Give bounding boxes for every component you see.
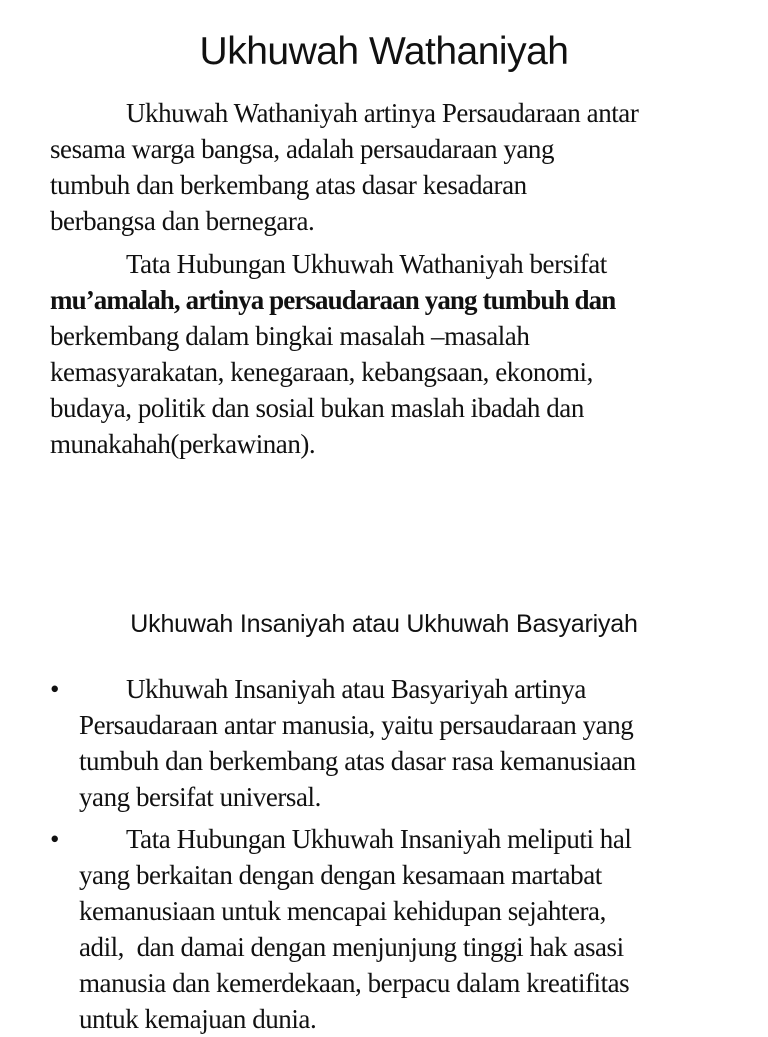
text-line-emphasis: mu’amalah, artinya persaudaraan yang tumbuh dan (50, 285, 616, 315)
text-line: budaya, politik dan sosial bukan maslah ibadah dan (50, 393, 584, 423)
text-line: sesama warga bangsa, adalah persaudaraan yang (50, 134, 555, 164)
text-line: adil, dan damai dengan menjunjung tinggi hak asasi (79, 932, 624, 962)
text-line: tumbuh dan berkembang atas dasar rasa kemanusiaan (79, 746, 636, 776)
paragraph-definition (50, 95, 740, 239)
slide-title: Ukhuwah Wathaniyah (199, 30, 569, 73)
text-line: Tata Hubungan Ukhuwah Insaniyah meliputi hal (126, 824, 632, 854)
text-line: Ukhuwah Wathaniyah artinya Persaudaraan antar (126, 98, 639, 128)
text-line: Tata Hubungan Ukhuwah Wathaniyah bersifat (126, 249, 607, 279)
text-line: manusia dan kemerdekaan, berpacu dalam kreatifitas (79, 968, 630, 998)
text-line: berkembang dalam bingkai masalah –masalah (50, 321, 530, 351)
text-line: Ukhuwah Insaniyah atau Basyariyah artinya (126, 674, 586, 704)
text-line: untuk kemajuan dunia. (79, 1004, 317, 1034)
text-line: yang berkaitan dengan dengan kesamaan martabat (79, 860, 602, 890)
bullet-text (79, 671, 759, 815)
bullet-icon: • (50, 824, 60, 854)
text-line: munakahah(perkawinan). (50, 429, 316, 459)
text-line: tumbuh dan berkembang atas dasar kesadaran (50, 170, 527, 200)
text-line: Persaudaraan antar manusia, yaitu persaudaraan yang (79, 710, 634, 740)
text-line: kemasyarakatan, kenegaraan, kebangsaan, ekonomi, (50, 357, 593, 387)
text-line: kemanusiaan untuk mencapai kehidupan sejahtera, (79, 896, 606, 926)
paragraph-relations (50, 246, 740, 462)
text-line: berbangsa dan bernegara. (50, 206, 315, 236)
bullet-icon: • (50, 674, 60, 704)
bullet-text (79, 821, 759, 1037)
text-line: yang bersifat universal. (79, 782, 321, 812)
slide-title: Ukhuwah Insaniyah atau Ukhuwah Basyariyah (130, 610, 638, 638)
